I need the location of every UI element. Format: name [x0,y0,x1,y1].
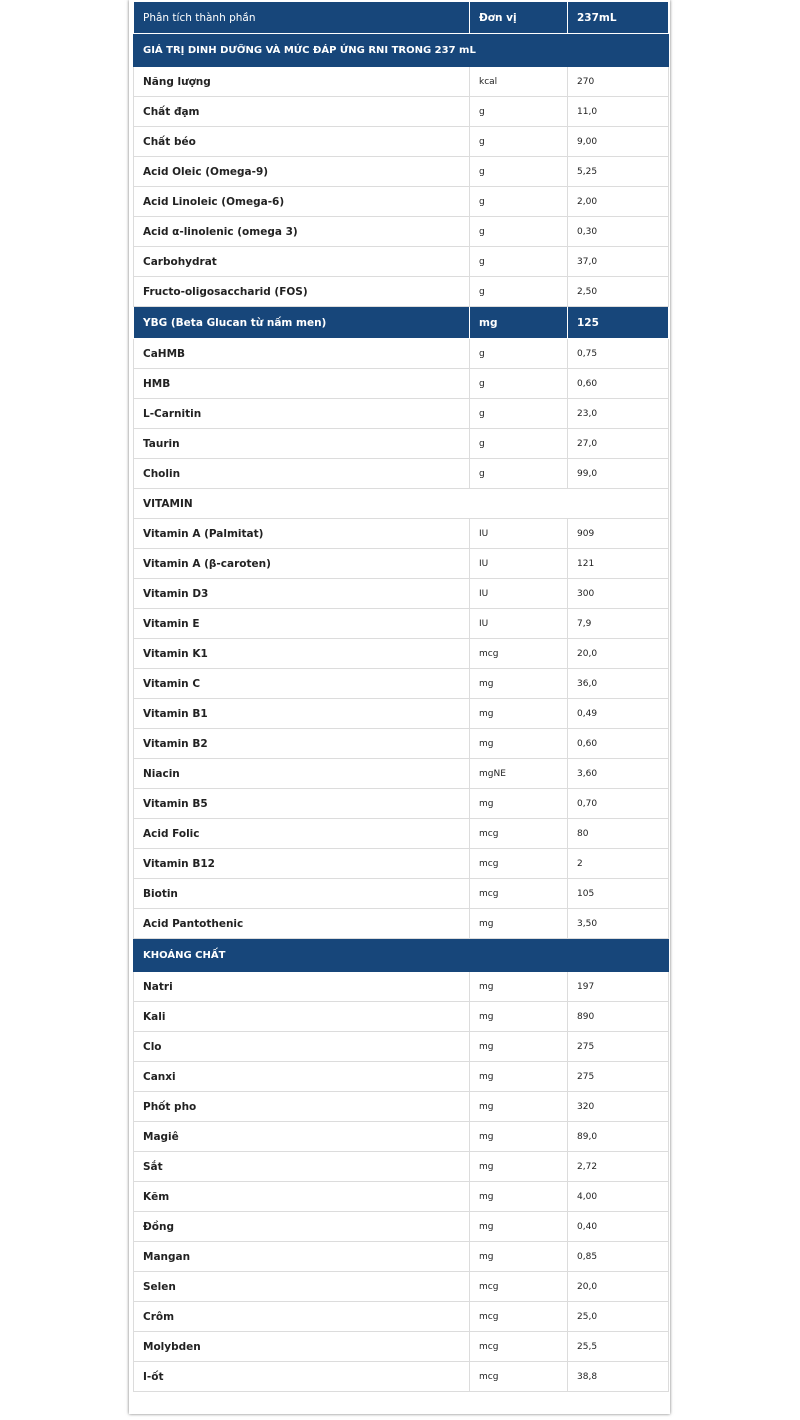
row-value: 20,0 [568,639,669,669]
row-name: Vitamin K1 [134,639,470,669]
row-name: Vitamin B2 [134,729,470,759]
row-unit: mcg [470,1332,568,1362]
row-unit: mcg [470,819,568,849]
table-row [134,789,669,819]
row-unit: g [470,127,568,157]
table-row [134,849,669,879]
row-unit: g [470,399,568,429]
row-unit: IU [470,609,568,639]
table-row [134,519,669,549]
row-value: 0,60 [568,729,669,759]
table-row [134,1332,669,1362]
row-value: 0,85 [568,1242,669,1272]
row-name: I-ốt [134,1362,470,1392]
table-row [134,1272,669,1302]
row-name: Sắt [134,1152,470,1182]
row-value: 25,5 [568,1332,669,1362]
row-unit: g [470,157,568,187]
row-unit: g [470,369,568,399]
table-row [134,1002,669,1032]
row-name: Đồng [134,1212,470,1242]
row-unit: g [470,187,568,217]
table-row [134,1092,669,1122]
row-unit: g [470,429,568,459]
section-title: VITAMIN [134,489,669,519]
table-row [134,339,669,369]
row-value: 89,0 [568,1122,669,1152]
row-unit: mg [470,1242,568,1272]
table-row [134,549,669,579]
row-value: 0,60 [568,369,669,399]
row-value: 300 [568,579,669,609]
row-value: 4,00 [568,1182,669,1212]
row-value: 2,72 [568,1152,669,1182]
row-value: 25,0 [568,1302,669,1332]
row-name: Acid α-linolenic (omega 3) [134,217,470,247]
row-value: 275 [568,1062,669,1092]
row-value: 0,40 [568,1212,669,1242]
table-row [134,909,669,939]
row-name: Cholin [134,459,470,489]
row-name: Clo [134,1032,470,1062]
row-value: 37,0 [568,247,669,277]
row-value: 99,0 [568,459,669,489]
row-unit: IU [470,519,568,549]
row-name: Taurin [134,429,470,459]
row-value: 2 [568,849,669,879]
row-name: Vitamin D3 [134,579,470,609]
row-value: 23,0 [568,399,669,429]
row-unit: mcg [470,879,568,909]
row-unit: mcg [470,849,568,879]
table-row [134,1032,669,1062]
table-row [134,399,669,429]
row-name: Acid Linoleic (Omega-6) [134,187,470,217]
row-value: 275 [568,1032,669,1062]
table-row [134,1152,669,1182]
table-row [134,429,669,459]
row-value: 38,8 [568,1362,669,1392]
section-minerals [134,939,669,972]
table-row [134,879,669,909]
row-name: Mangan [134,1242,470,1272]
row-unit: mg [470,1002,568,1032]
row-value: 105 [568,879,669,909]
row-value: 7,9 [568,609,669,639]
table-row [134,972,669,1002]
row-name: Natri [134,972,470,1002]
header-amount: 237mL [568,2,669,34]
row-unit: mg [470,1212,568,1242]
row-unit: mg [470,1062,568,1092]
table-row [134,1062,669,1092]
row-unit: mcg [470,639,568,669]
table-row [134,819,669,849]
table-row [134,639,669,669]
table-row [134,1212,669,1242]
row-unit: mgNE [470,759,568,789]
row-value: 27,0 [568,429,669,459]
row-unit: IU [470,579,568,609]
row-name: Acid Pantothenic [134,909,470,939]
row-value: 125 [568,307,669,339]
row-unit: mg [470,1032,568,1062]
row-name: Magiê [134,1122,470,1152]
row-name: Vitamin B12 [134,849,470,879]
row-name: Chất béo [134,127,470,157]
row-value: 2,50 [568,277,669,307]
table-row [134,729,669,759]
table-row [134,187,669,217]
row-value: 11,0 [568,97,669,127]
row-value: 3,50 [568,909,669,939]
table-row [134,669,669,699]
header-unit: Đơn vị [470,2,568,34]
table-row-ybg [134,307,669,339]
row-value: 9,00 [568,127,669,157]
table-header [134,2,669,34]
row-name: Acid Oleic (Omega-9) [134,157,470,187]
row-name: Acid Folic [134,819,470,849]
row-value: 80 [568,819,669,849]
row-name: Selen [134,1272,470,1302]
table-row [134,157,669,187]
table-row [134,1242,669,1272]
row-value: 2,00 [568,187,669,217]
table-row [134,699,669,729]
table-row [134,1182,669,1212]
table-row [134,579,669,609]
row-value: 0,49 [568,699,669,729]
table-row [134,127,669,157]
row-value: 890 [568,1002,669,1032]
table-row [134,247,669,277]
table-row [134,609,669,639]
table-row [134,369,669,399]
row-name: L-Carnitin [134,399,470,429]
row-unit: mg [470,1152,568,1182]
table-row [134,97,669,127]
row-unit: g [470,339,568,369]
row-unit: mg [470,729,568,759]
row-name: YBG (Beta Glucan từ nấm men) [134,307,470,339]
table-row [134,217,669,247]
row-unit: mg [470,909,568,939]
row-value: 121 [568,549,669,579]
row-unit: IU [470,549,568,579]
header-component: Phân tích thành phần [134,2,470,34]
row-unit: g [470,277,568,307]
table-row [134,67,669,97]
section-title: KHOÁNG CHẤT [134,939,669,972]
row-unit: mg [470,1182,568,1212]
row-unit: mcg [470,1302,568,1332]
row-value: 270 [568,67,669,97]
row-value: 20,0 [568,1272,669,1302]
table-row [134,759,669,789]
row-name: CaHMB [134,339,470,369]
nutrition-panel [129,0,670,1414]
row-name: Canxi [134,1062,470,1092]
row-name: Fructo-oligosaccharid (FOS) [134,277,470,307]
row-unit: mg [470,1092,568,1122]
section-title: GIÁ TRỊ DINH DƯỠNG VÀ MỨC ĐÁP ỨNG RNI TRONG 237 mL [134,34,669,67]
row-unit: mg [470,699,568,729]
row-name: Biotin [134,879,470,909]
row-name: Carbohydrat [134,247,470,277]
row-unit: mg [470,307,568,339]
table-row [134,1362,669,1392]
table-row [134,277,669,307]
row-unit: g [470,247,568,277]
row-unit: mcg [470,1272,568,1302]
row-value: 320 [568,1092,669,1122]
row-name: Kẽm [134,1182,470,1212]
row-unit: mg [470,789,568,819]
row-unit: mcg [470,1362,568,1392]
row-name: Vitamin E [134,609,470,639]
row-name: Niacin [134,759,470,789]
row-name: Vitamin A (Palmitat) [134,519,470,549]
row-value: 5,25 [568,157,669,187]
row-name: Vitamin C [134,669,470,699]
row-unit: kcal [470,67,568,97]
row-value: 3,60 [568,759,669,789]
row-name: Molybden [134,1332,470,1362]
row-name: Năng lượng [134,67,470,97]
row-unit: g [470,459,568,489]
row-unit: mg [470,972,568,1002]
row-value: 36,0 [568,669,669,699]
row-name: Kali [134,1002,470,1032]
row-value: 909 [568,519,669,549]
table-row [134,1122,669,1152]
nutrition-table [133,1,669,1392]
section-vitamin [134,489,669,519]
row-name: Vitamin B5 [134,789,470,819]
row-name: Phốt pho [134,1092,470,1122]
row-name: Crôm [134,1302,470,1332]
row-name: HMB [134,369,470,399]
row-name: Vitamin B1 [134,699,470,729]
table-row [134,459,669,489]
row-value: 0,75 [568,339,669,369]
row-unit: mg [470,669,568,699]
row-name: Vitamin A (β-caroten) [134,549,470,579]
row-unit: g [470,97,568,127]
row-value: 197 [568,972,669,1002]
row-value: 0,70 [568,789,669,819]
table-row [134,1302,669,1332]
section-nutrition-values [134,34,669,67]
row-unit: g [470,217,568,247]
row-unit: mg [470,1122,568,1152]
row-value: 0,30 [568,217,669,247]
row-name: Chất đạm [134,97,470,127]
